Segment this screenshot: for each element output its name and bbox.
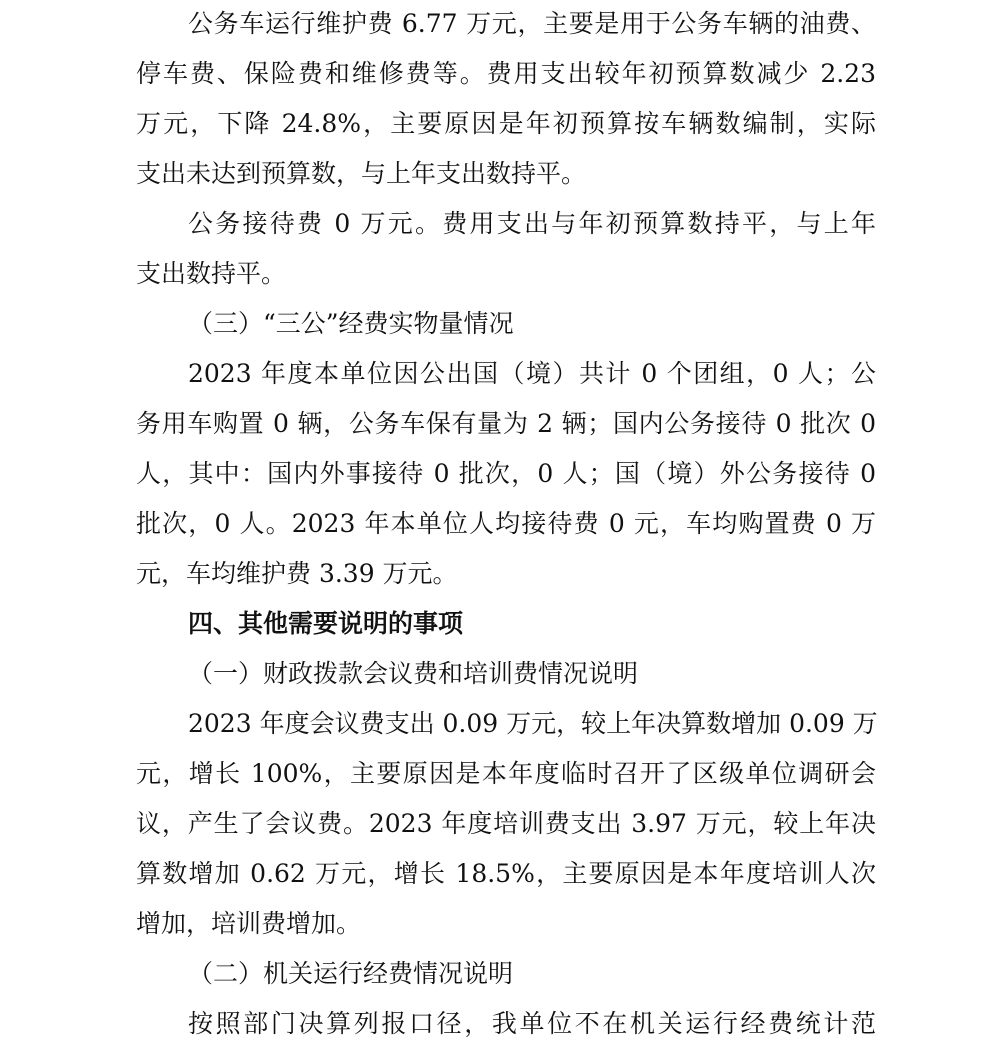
text-line: 公务车运行维护费 6.77 万元，主要是用于公务车辆的油费、 bbox=[188, 9, 876, 38]
section-heading: （一）财政拨款会议费和培训费情况说明 bbox=[188, 659, 639, 688]
text-line: 按照部门决算列报口径，我单位不在机关运行经费统计范 bbox=[188, 1009, 876, 1038]
text-line: 议，产生了会议费。2023 年度培训费支出 3.97 万元，较上年决 bbox=[136, 809, 876, 838]
text-line: 万元，下降 24.8%，主要原因是年初预算按车辆数编制，实际 bbox=[136, 109, 876, 138]
text-line: 务用车购置 0 辆，公务车保有量为 2 辆；国内公务接待 0 批次 0 bbox=[136, 409, 876, 438]
section-heading: （二）机关运行经费情况说明 bbox=[188, 959, 514, 988]
text-line: 元，车均维护费 3.39 万元。 bbox=[136, 559, 458, 588]
chapter-heading: 四、其他需要说明的事项 bbox=[188, 609, 464, 638]
text-line: 增加，培训费增加。 bbox=[136, 909, 362, 938]
text-line: 支出数持平。 bbox=[136, 259, 287, 288]
text-line: 2023 年度本单位因公出国（境）共计 0 个团组，0 人；公 bbox=[188, 359, 876, 388]
text-line: 批次，0 人。2023 年本单位人均接待费 0 元，车均购置费 0 万 bbox=[136, 509, 876, 538]
text-line: 2023 年度会议费支出 0.09 万元，较上年决算数增加 0.09 万 bbox=[188, 709, 878, 738]
text-line: 支出未达到预算数，与上年支出数持平。 bbox=[136, 159, 587, 188]
text-line: 公务接待费 0 万元。费用支出与年初预算数持平，与上年 bbox=[188, 209, 876, 238]
text-line: 人，其中：国内外事接待 0 批次，0 人；国（境）外公务接待 0 bbox=[136, 459, 876, 488]
text-line: 元，增长 100%，主要原因是本年度临时召开了区级单位调研会 bbox=[136, 759, 876, 788]
section-heading: （三）“三公”经费实物量情况 bbox=[188, 309, 514, 338]
text-line: 停车费、保险费和维修费等。费用支出较年初预算数减少 2.23 bbox=[136, 59, 876, 88]
text-line: 算数增加 0.62 万元，增长 18.5%，主要原因是本年度培训人次 bbox=[136, 859, 876, 888]
